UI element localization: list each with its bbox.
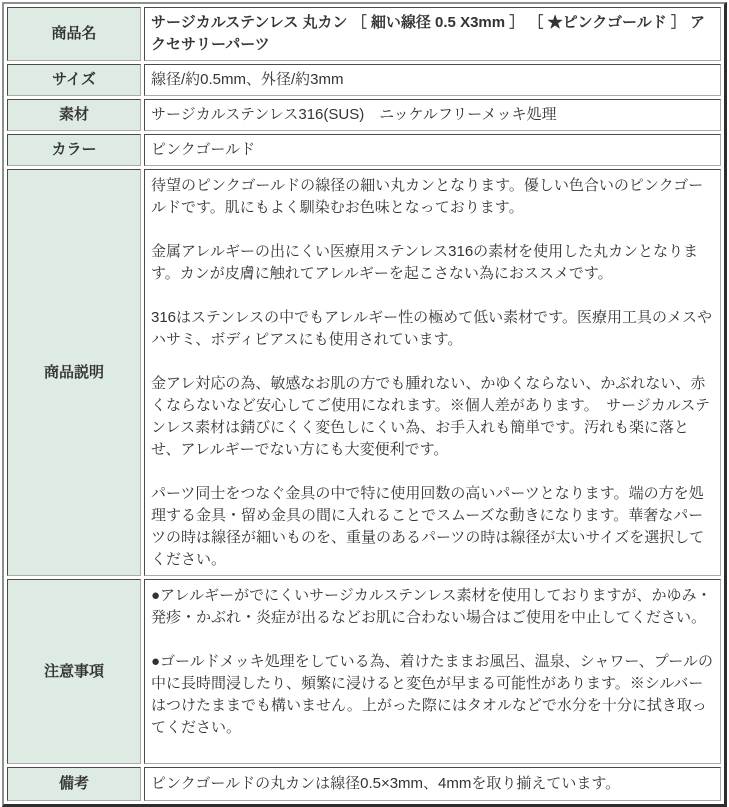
description-paragraph: パーツ同士をつなぐ金具の中で特に使用回数の高いパーツとなります。端の方を処理する金具・留め金具の間に入れることでスムーズな動きになります。華奢なパーツの時は線径が細いものを、重量のあるパーツの時は線径が太いサイズを選択してください。 bbox=[151, 485, 705, 568]
row-label-material: 素材 bbox=[7, 99, 141, 131]
material-text: サージカルステンレス316(SUS) ニッケルフリーメッキ処理 bbox=[151, 106, 557, 123]
size-text: 線径/約0.5mm、外径/約3mm bbox=[151, 71, 344, 88]
table-row-color bbox=[7, 134, 721, 166]
row-label-product-name: 商品名 bbox=[7, 7, 141, 61]
description-paragraph: 金属アレルギーの出にくい医療用ステンレス316の素材を使用した丸カンとなります。カンが皮膚に触れてアレルギーを起こさない為におススメです。 bbox=[151, 243, 699, 282]
row-label-description: 商品説明 bbox=[7, 169, 141, 576]
description-paragraph: 316はステンレスの中でもアレルギー性の極めて低い素材です。医療用工具のメスやハサミ、ボディピアスにも使用されています。 bbox=[151, 309, 712, 348]
cell-description bbox=[144, 169, 721, 576]
notes-paragraph: ●ゴールドメッキ処理をしている為、着けたままお風呂、温泉、シャワー、プールの中に長時間浸したり、頻繁に浸けると変色が早まる可能性があります。※シルバーはつけたままでも構いません。上がった際にはタオルなどで水分を十分に拭き取ってください。 bbox=[151, 653, 713, 736]
cell-remarks bbox=[144, 767, 721, 801]
cell-size bbox=[144, 64, 721, 96]
table-row-product-name bbox=[7, 7, 721, 61]
cell-color bbox=[144, 134, 721, 166]
color-text: ピンクゴールド bbox=[151, 141, 256, 158]
table-row-remarks bbox=[7, 767, 721, 801]
table-row-notes bbox=[7, 579, 721, 764]
table-row-material bbox=[7, 99, 721, 131]
notes-paragraph: ●アレルギーがでにくいサージカルステンレス素材を使用しておりますが、かゆみ・発疹・かぶれ・炎症が出るなどお肌に合わない場合はご使用を中止してください。 bbox=[151, 587, 712, 626]
description-paragraph: 待望のピンクゴールドの線径の細い丸カンとなります。優しい色合いのピンクゴールドです。肌にもよく馴染むお色味となっております。 bbox=[151, 177, 704, 216]
description-paragraph: 金アレ対応の為、敏感なお肌の方でも腫れない、かゆくならない、かぶれない、赤くならないなど安心してご使用になれます。※個人差があります。 サージカルステンレス素材は錆びにくく変色しにくい為、お手入れも簡単です。汚れも楽に落とせ、アレルギーでない方にも大変便利です。 bbox=[151, 375, 711, 458]
cell-notes bbox=[144, 579, 721, 764]
product-spec-table bbox=[2, 2, 727, 807]
row-label-remarks: 備考 bbox=[7, 767, 141, 801]
product-name-text: サージカルステンレス 丸カン ［ 細い線径 0.5 X3mm ］ ［ ★ピンクゴールド ］ アクセサリーパーツ bbox=[151, 14, 706, 53]
row-label-notes: 注意事項 bbox=[7, 579, 141, 764]
row-label-color: カラー bbox=[7, 134, 141, 166]
cell-material bbox=[144, 99, 721, 131]
remarks-text: ピンクゴールドの丸カンは線径0.5×3mm、4mmを取り揃えています。 bbox=[151, 775, 621, 792]
row-label-size: サイズ bbox=[7, 64, 141, 96]
cell-product-name bbox=[144, 7, 721, 61]
table-row-size bbox=[7, 64, 721, 96]
table-row-description bbox=[7, 169, 721, 576]
